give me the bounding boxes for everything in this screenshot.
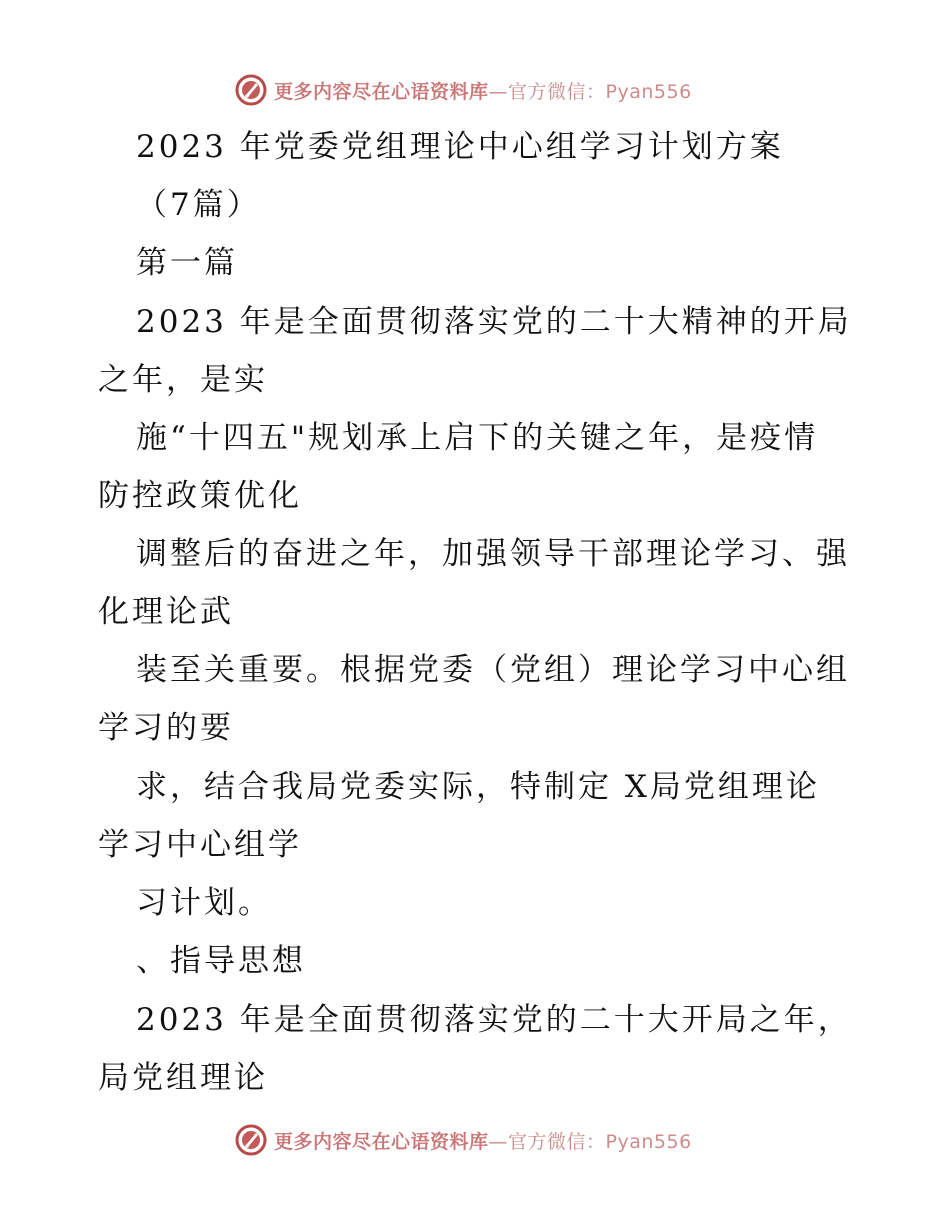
paragraph-line: 2023 年是全面贯彻落实党的二十大精神的开局 bbox=[136, 304, 852, 340]
document-title: 2023 年党委党组理论中心组学习计划方案 bbox=[136, 129, 784, 165]
watermark-wechat-label: 官方微信： bbox=[508, 1130, 606, 1153]
pen-nib-logo-icon bbox=[234, 1123, 268, 1157]
watermark-separator: — bbox=[488, 80, 509, 103]
paragraph-line: 装至关重要。根据党委（党组）理论学习中心组 bbox=[136, 652, 850, 688]
paragraph-line: 习计划。 bbox=[136, 885, 272, 921]
paragraph-line: 学习的要 bbox=[98, 710, 234, 746]
paragraph-line: 防控政策优化 bbox=[98, 478, 302, 514]
section-heading-guiding-ideology: 、指导思想 bbox=[136, 943, 306, 979]
watermark-wechat-id: Pyan556 bbox=[605, 1130, 692, 1153]
section-heading: 第一篇 bbox=[136, 245, 238, 281]
footer-watermark bbox=[234, 1122, 692, 1158]
watermark-separator: — bbox=[488, 1130, 509, 1153]
paragraph-line: 学习中心组学 bbox=[98, 827, 302, 863]
watermark-text bbox=[274, 1127, 692, 1154]
paragraph-line: 2023 年是全面贯彻落实党的二十大开局之年， bbox=[136, 1002, 852, 1038]
paragraph-line: 之年，是实 bbox=[98, 362, 268, 398]
paragraph-line: 化理论武 bbox=[98, 594, 234, 630]
watermark-wechat-id: Pyan556 bbox=[605, 80, 692, 103]
watermark-text bbox=[274, 77, 692, 104]
pen-nib-logo-icon bbox=[234, 73, 268, 107]
paragraph-line: 施“十四五"规划承上启下的关键之年，是疫情 bbox=[136, 420, 819, 456]
paragraph-line: 调整后的奋进之年，加强领导干部理论学习、强 bbox=[136, 536, 850, 572]
document-subtitle: （7篇） bbox=[136, 187, 261, 223]
paragraph-line: 求，结合我局党委实际，特制定 X局党组理论 bbox=[136, 769, 820, 805]
paragraph-line: 局党组理论 bbox=[98, 1060, 268, 1096]
watermark-site: 更多内容尽在心语资料库 bbox=[274, 80, 489, 103]
header-watermark bbox=[234, 72, 692, 108]
watermark-site: 更多内容尽在心语资料库 bbox=[274, 1130, 489, 1153]
watermark-wechat-label: 官方微信： bbox=[508, 80, 606, 103]
